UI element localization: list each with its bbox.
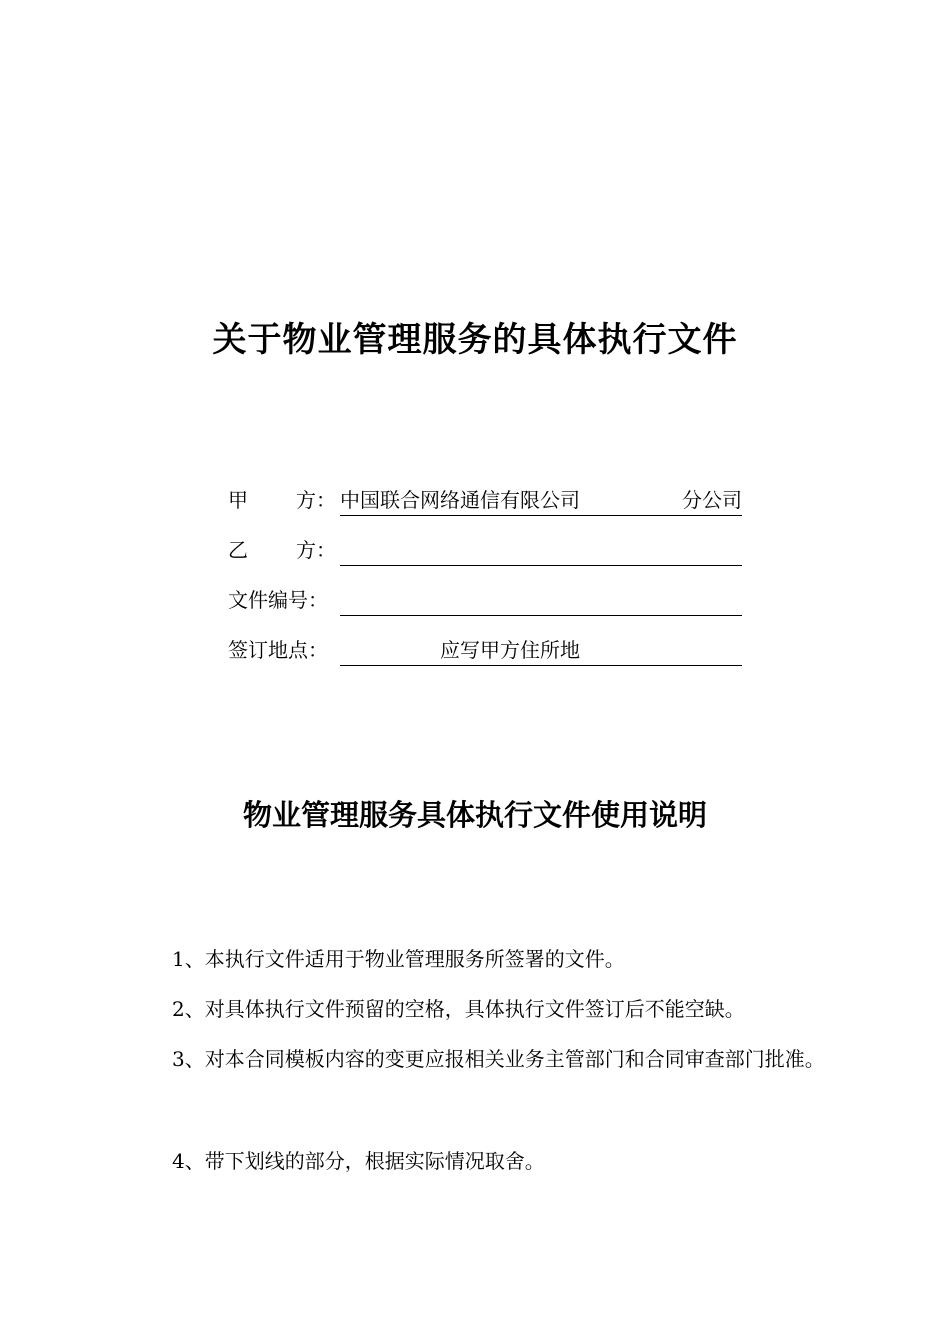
signing-place-label: 签订地点： bbox=[228, 638, 328, 662]
party-a-field bbox=[228, 485, 742, 515]
instruction-item-3: 3、对本合同模板内容的变更应报相关业务主管部门和合同审查部门批准。 bbox=[172, 1047, 825, 1071]
instruction-item-1: 1、本执行文件适用于物业管理服务所签署的文件。 bbox=[172, 947, 625, 971]
signing-place-blank[interactable] bbox=[340, 635, 742, 666]
instructions-title: 物业管理服务具体执行文件使用说明 bbox=[242, 798, 707, 832]
document-number-label: 文件编号： bbox=[228, 588, 328, 612]
instruction-item-4: 4、带下划线的部分，根据实际情况取舍。 bbox=[172, 1149, 545, 1173]
party-a-label bbox=[228, 485, 336, 515]
party-b-blank[interactable] bbox=[340, 535, 742, 566]
party-b-label-suffix: 方： bbox=[296, 538, 336, 562]
party-a-company-name: 中国联合网络通信有限公司 bbox=[340, 488, 580, 512]
party-a-label-char: 甲 bbox=[228, 488, 248, 512]
party-a-label-suffix: 方： bbox=[296, 488, 336, 512]
signing-place-field bbox=[228, 635, 742, 665]
party-a-branch-suffix: 分公司 bbox=[682, 488, 742, 512]
party-b-field bbox=[228, 535, 742, 565]
document-title: 关于物业管理服务的具体执行文件 bbox=[212, 320, 738, 360]
signing-place-value: 应写甲方住所地 bbox=[440, 638, 580, 662]
party-a-blank[interactable] bbox=[340, 485, 742, 516]
instruction-item-2: 2、对具体执行文件预留的空格，具体执行文件签订后不能空缺。 bbox=[172, 997, 745, 1021]
document-number-blank[interactable] bbox=[340, 585, 742, 616]
party-b-label bbox=[228, 535, 336, 565]
party-b-label-char: 乙 bbox=[228, 538, 248, 562]
document-number-field bbox=[228, 585, 742, 615]
